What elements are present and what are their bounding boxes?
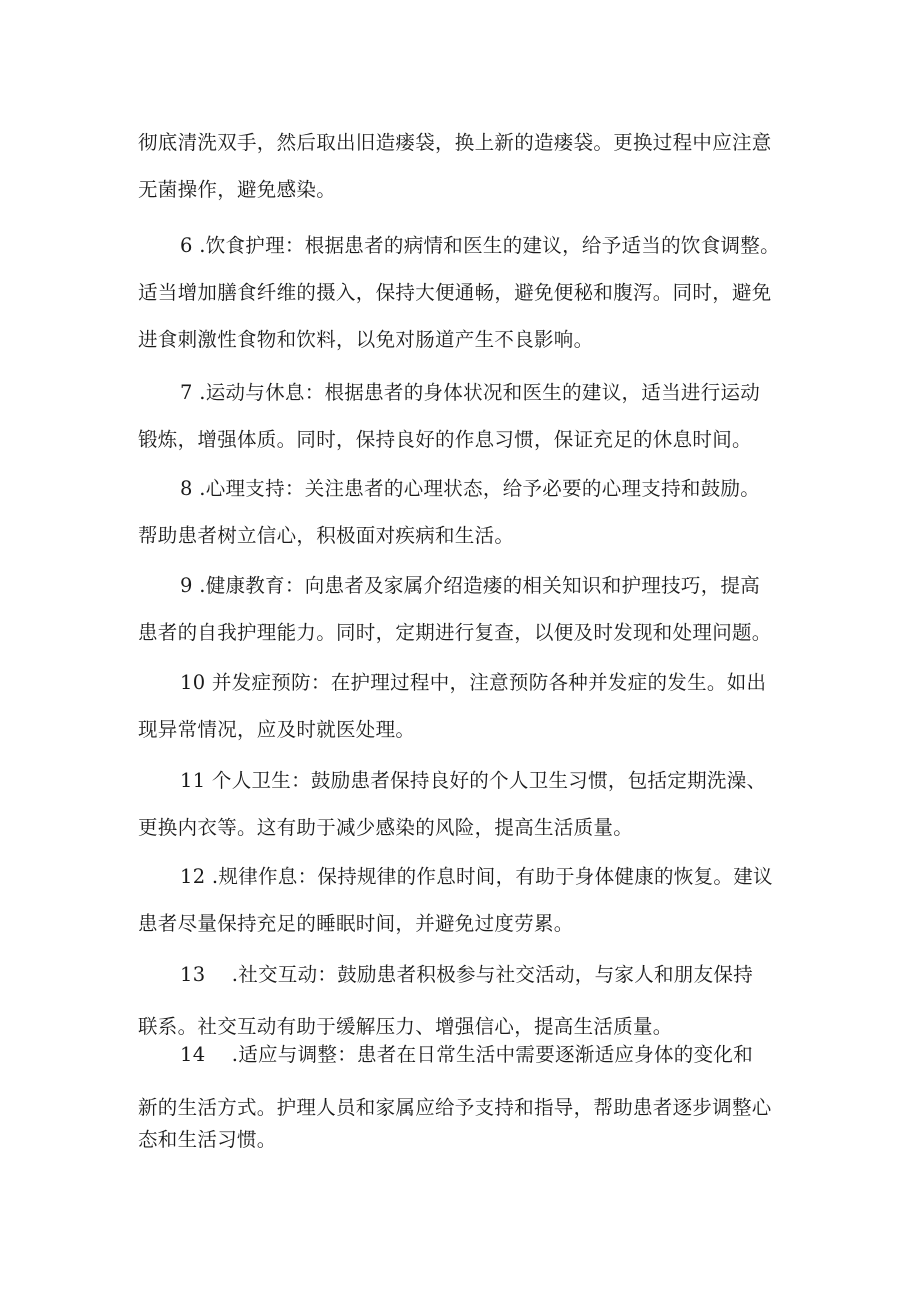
list-item-6: 6 .饮食护理：根据患者的病情和医生的建议，给予适当的饮食调整。 xyxy=(180,234,780,257)
text-line: 适当增加膳食纤维的摄入，保持大便通畅，避免便秘和腹泻。同时，避免 xyxy=(138,281,772,304)
text-line: 无菌操作，避免感染。 xyxy=(138,178,337,201)
list-item-8: 8 .心理支持：关注患者的心理状态，给予必要的心理支持和鼓励。 xyxy=(180,477,761,500)
list-item-12: 12 .规律作息：保持规律的作息时间，有助于身体健康的恢复。建议 xyxy=(180,865,773,888)
text-line: 进食刺激性食物和饮料，以免对肠道产生不良影响。 xyxy=(138,328,594,351)
text-line: 更换内衣等。这有助于减少感染的风险，提高生活质量。 xyxy=(138,816,634,839)
text-line: 现异常情况，应及时就医处理。 xyxy=(138,718,416,741)
text-line: 彻底清洗双手，然后取出旧造瘘袋，换上新的造瘘袋。更换过程中应注意 xyxy=(138,131,772,154)
list-item-10: 10 并发症预防：在护理过程中，注意预防各种并发症的发生。如出 xyxy=(180,671,767,694)
list-item-9: 9 .健康教育：向患者及家属介绍造瘘的相关知识和护理技巧，提高 xyxy=(180,574,761,597)
list-item-13: 13 .社交互动：鼓励患者积极参与社交活动，与家人和朋友保持 xyxy=(180,963,754,986)
text-line: 患者的自我护理能力。同时，定期进行复查，以便及时发现和处理问题。 xyxy=(138,621,772,644)
text-line: 患者尽量保持充足的睡眠时间，并避免过度劳累。 xyxy=(138,912,574,935)
list-item-7: 7 .运动与休息：根据患者的身体状况和医生的建议，适当进行运动 xyxy=(180,381,761,404)
text-line: 新的生活方式。护理人员和家属应给予支持和指导，帮助患者逐步调整心 xyxy=(138,1096,772,1119)
text-line: 态和生活习惯。 xyxy=(138,1128,277,1151)
list-item-14: 14 .适应与调整：患者在日常生活中需要逐渐适应身体的变化和 xyxy=(180,1043,754,1066)
list-item-11: 11 个人卫生：鼓励患者保持良好的个人卫生习惯，包括定期洗澡、 xyxy=(180,769,767,792)
text-line: 帮助患者树立信心，积极面对疾病和生活。 xyxy=(138,524,515,547)
text-line: 联系。社交互动有助于缓解压力、增强信心，提高生活质量。 xyxy=(138,1015,673,1038)
text-line: 锻炼，增强体质。同时，保持良好的作息习惯，保证充足的休息时间。 xyxy=(138,428,752,451)
